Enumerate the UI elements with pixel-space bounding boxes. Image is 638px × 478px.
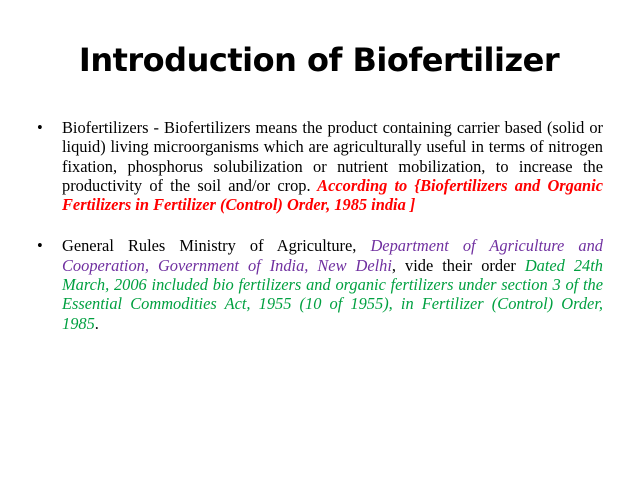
bullet-icon: • (37, 236, 43, 256)
slide-title: Introduction of Biofertilizer (78, 41, 560, 79)
bullet-list (37, 118, 603, 333)
rules-department: Department of Agriculture and Cooperation, Government of India, New Delhi (62, 236, 603, 275)
definition-reference: According to {Biofertilizers and Organic Fertilizers in Fertilizer (Control) Order, 1985 india ] (62, 175, 603, 215)
rules-intro: General Rules Ministry of Agriculture, (62, 236, 371, 256)
bullet-icon: • (37, 118, 43, 137)
bullet-biofertilizer-definition (37, 118, 603, 214)
definition-text: Biofertilizers - Biofertilizers means the product containing carrier based (solid or liquid) living microorganisms which are agriculturally useful in terms of nitrogen fixation, phosphorus solubilization or nutrient mobilization, to increase the productivity of the soil and/or crop (62, 118, 603, 195)
rules-middle: , vide their order (391, 255, 525, 275)
rules-end: . (94, 313, 99, 333)
rules-order: Dated 24th March, 2006 included bio fertilizers and organic fertilizers under section 3 of the Essential Commodities Act, 1955 (10 of 1955), in Fertilizer (Control) Order, 1985 (62, 255, 603, 333)
bullet-general-rules (37, 236, 603, 332)
definition-period: . (306, 175, 311, 195)
